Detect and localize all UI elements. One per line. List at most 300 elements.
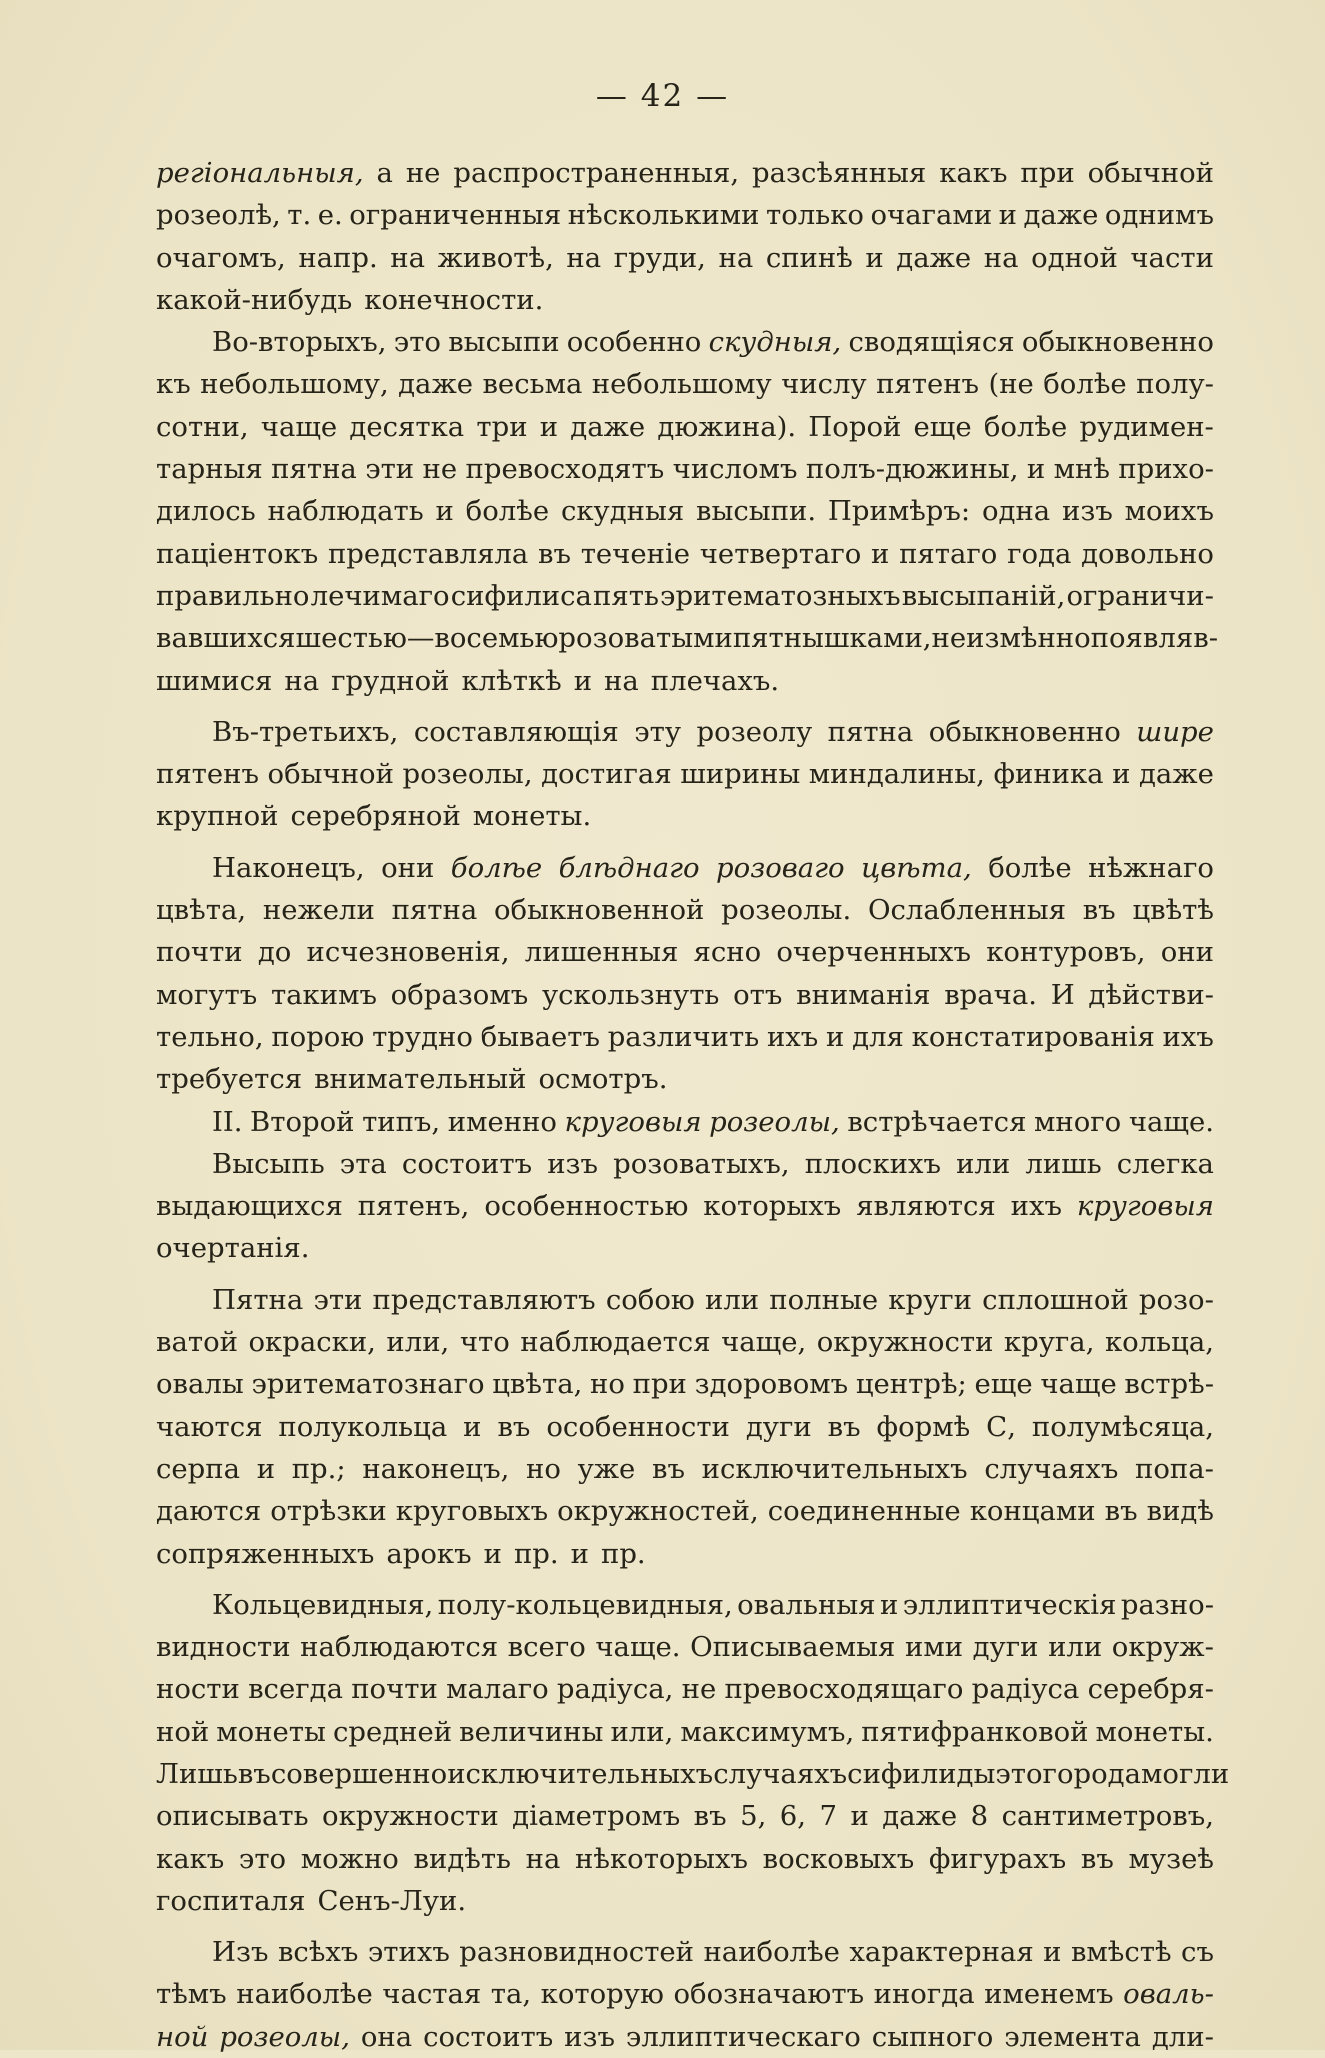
text-line: [156, 490, 1214, 532]
word: она: [360, 2020, 413, 2053]
word: и: [1026, 453, 1046, 486]
word: соединенные: [767, 1495, 961, 1528]
text-line: [156, 974, 1214, 1016]
word: овалы: [156, 1368, 244, 1401]
text-line: [156, 1838, 1214, 1880]
word: тельно,: [156, 1020, 264, 1053]
word: чаще: [260, 410, 338, 443]
word: Изъ: [212, 1936, 269, 1969]
word: появляв-: [1090, 622, 1218, 655]
italic-word: скудныя,: [708, 326, 842, 359]
word: сплошной: [982, 1283, 1129, 1316]
word: пять: [593, 579, 659, 612]
text-line: [156, 753, 1214, 795]
word: рода: [1073, 1757, 1142, 1790]
word: чаще,: [721, 1326, 807, 1359]
word: встрѣ-: [1124, 1368, 1214, 1401]
word: чаще: [1040, 1368, 1117, 1401]
word: они: [1160, 936, 1214, 969]
word: видности: [156, 1631, 291, 1664]
word: груди,: [613, 241, 706, 274]
word: этихъ: [367, 1936, 450, 1969]
word: или: [1048, 1631, 1103, 1664]
word: числу: [781, 368, 867, 401]
word: Ослабленныя: [867, 894, 1066, 927]
text-line: [156, 1185, 1214, 1227]
text-line: [156, 1101, 1214, 1143]
word: для: [852, 1020, 904, 1053]
word: этого: [995, 1757, 1074, 1790]
word: полу-кольцевидныя,: [437, 1588, 733, 1621]
word: обозначаютъ: [673, 1978, 865, 2011]
word: розеолы.: [721, 894, 852, 927]
word: и: [539, 410, 559, 443]
word: части: [1130, 241, 1214, 274]
text-line: [156, 279, 1214, 321]
word: исключительныхъ: [701, 1452, 968, 1485]
word: небольшому,: [200, 368, 389, 401]
word: ной: [156, 1715, 210, 1748]
word: на: [525, 1842, 561, 1875]
word: представляютъ: [372, 1283, 596, 1316]
word: высыпи: [448, 326, 560, 359]
word: такимъ: [270, 978, 377, 1011]
word: эритематозныхъ: [660, 579, 901, 612]
word: еще: [974, 1368, 1033, 1401]
text-line: [156, 931, 1214, 973]
word: именно: [447, 1105, 557, 1138]
word: при: [632, 1368, 687, 1401]
word: наиболѣе: [703, 1936, 840, 1969]
word: эллиптическаго: [625, 2020, 861, 2053]
word: это: [238, 1842, 287, 1875]
word: восковыхъ: [762, 1842, 915, 1875]
word: пятенъ: [156, 758, 259, 791]
word: розеолы,: [402, 758, 533, 791]
word: въ: [827, 1410, 861, 1443]
word: что: [459, 1326, 510, 1359]
word: нѣсколькими: [567, 199, 760, 232]
word: чаще.: [595, 1631, 681, 1664]
word: или: [956, 1147, 1011, 1180]
word: въ: [1080, 1842, 1114, 1875]
text-line: [156, 1279, 1214, 1321]
word: овальныя: [737, 1588, 876, 1621]
word: изъ: [1062, 495, 1113, 528]
word: цвѣта,: [492, 1368, 583, 1401]
word: окружности: [322, 1800, 499, 1833]
text-line: [156, 448, 1214, 490]
word: совершенно: [270, 1757, 448, 1790]
text-line: [156, 847, 1214, 889]
word: бываетъ: [480, 1020, 600, 1053]
word: лишь: [1025, 1147, 1102, 1180]
word: скудныя: [560, 495, 685, 528]
word: болѣе: [465, 495, 550, 528]
word: Порой: [808, 410, 902, 443]
word: въ: [237, 1757, 271, 1790]
word: концами: [969, 1495, 1096, 1528]
italic-word: круговыя: [564, 1105, 702, 1138]
word: пятнышками,: [732, 622, 932, 655]
word: паціентокъ: [156, 537, 319, 570]
word: однимъ: [1104, 199, 1214, 232]
text-line: [156, 795, 1214, 837]
word: даже: [882, 1800, 958, 1833]
word: нѣжнаго: [1088, 851, 1214, 884]
word: особенностью: [484, 1190, 689, 1223]
word: и: [1043, 1936, 1062, 1969]
word: радіуса: [971, 1673, 1080, 1706]
word: и: [570, 1537, 589, 1570]
word: типъ,: [362, 1105, 441, 1138]
word: цвѣтѣ: [1132, 894, 1214, 927]
text-line: [156, 363, 1214, 405]
word: изъ: [564, 2020, 615, 2053]
word: образомъ: [390, 978, 529, 1011]
word: Высыпь: [212, 1147, 325, 1180]
italic-word: шире: [1136, 715, 1214, 748]
word: въ: [497, 1410, 531, 1443]
word: отъ: [733, 978, 783, 1011]
word: пятна: [271, 453, 357, 486]
word: не: [681, 1673, 717, 1706]
word: діаметромъ: [512, 1800, 681, 1833]
word: даже: [1023, 199, 1099, 232]
word: и: [865, 241, 884, 274]
word: довольно: [1081, 537, 1214, 570]
word: радіуса,: [556, 1673, 674, 1706]
word: исключительныхъ: [447, 1757, 714, 1790]
text-line: [156, 1448, 1214, 1490]
word: окруж-: [1111, 1631, 1214, 1664]
text-line: [156, 660, 1214, 702]
word: болѣе: [988, 851, 1072, 884]
word: только: [766, 199, 864, 232]
word: монеты.: [472, 800, 592, 833]
word: обычной: [267, 758, 394, 791]
word: максимумъ,: [680, 1715, 855, 1748]
word: нѣкоторыхъ: [575, 1842, 748, 1875]
word: именемъ: [984, 1978, 1114, 2011]
word: полукольца: [278, 1410, 448, 1443]
word: пр.: [601, 1537, 646, 1570]
word: на: [566, 241, 602, 274]
word: которыхъ: [703, 1190, 842, 1223]
word: къ: [156, 368, 191, 401]
word: обыкновенно: [1021, 326, 1214, 359]
word: очертанія.: [156, 1232, 310, 1265]
word: фигурахъ: [928, 1842, 1067, 1875]
word: высыпаній,: [901, 579, 1066, 612]
word: эти: [365, 453, 415, 486]
word: иногда: [873, 1978, 975, 2011]
text-line: [156, 1406, 1214, 1448]
word: а: [376, 157, 393, 189]
word: арокъ: [386, 1537, 472, 1570]
word: сводящіяся: [848, 326, 1015, 359]
text-line: [156, 533, 1214, 575]
word: много: [1034, 1105, 1122, 1138]
word: эритематознаго: [251, 1368, 485, 1401]
word: и: [826, 1020, 845, 1053]
word: всѣхъ: [277, 1936, 359, 1969]
word: даже: [896, 241, 972, 274]
word: миндалины,: [808, 758, 985, 791]
word: музеѣ: [1128, 1842, 1214, 1875]
word: пятна: [391, 894, 478, 927]
word: на: [284, 664, 320, 697]
word: нежели: [262, 894, 375, 927]
word: розоватыхъ,: [613, 1147, 790, 1180]
word: плоскихъ: [804, 1147, 941, 1180]
word: лишенныя: [524, 936, 679, 969]
word: С,: [986, 1410, 1016, 1443]
word: монеты.: [1095, 1715, 1214, 1748]
word: дуги: [745, 1410, 812, 1443]
word: Наконецъ,: [212, 851, 365, 884]
word: вниманія: [796, 978, 931, 1011]
word: внимательный: [314, 1063, 527, 1096]
text-line: [156, 1626, 1214, 1668]
text-line: [156, 1753, 1230, 1795]
word: ширины: [680, 758, 801, 791]
word: дуги: [972, 1631, 1039, 1664]
word: и: [850, 1800, 869, 1833]
text-line: [156, 617, 1218, 659]
word: чаются: [156, 1410, 263, 1443]
word: сифилиса: [450, 579, 592, 612]
word: эти: [313, 1283, 363, 1316]
word: порою: [271, 1020, 365, 1053]
word: Сенъ-Луи.: [317, 1884, 467, 1917]
word: или,: [386, 1326, 450, 1359]
word: здоровомъ: [694, 1368, 849, 1401]
word: на: [718, 241, 754, 274]
text-line: [156, 1363, 1214, 1405]
word: ускользнуть: [541, 978, 720, 1011]
word: десятка: [349, 410, 465, 443]
text-line: [156, 237, 1214, 279]
word: сифилиды: [847, 1757, 996, 1790]
word: распространенныя,: [453, 157, 740, 189]
italic-word: круговыя: [1076, 1190, 1214, 1223]
word: даже: [1138, 758, 1214, 791]
word: состоитъ: [401, 1147, 533, 1180]
word: представляла: [327, 537, 529, 570]
text-line: [156, 152, 1214, 194]
word: при: [1020, 157, 1075, 189]
word: наблюдаются: [300, 1631, 499, 1664]
word: полумѣсяца,: [1031, 1410, 1214, 1443]
word: сотни,: [156, 410, 249, 443]
word: ихъ: [766, 1020, 819, 1053]
word: одной: [1031, 241, 1118, 274]
word: прихо-: [1118, 453, 1214, 486]
text-line: [156, 194, 1214, 236]
word: на: [604, 664, 639, 697]
word: монеты: [216, 1715, 326, 1748]
word: малаго: [446, 1673, 549, 1706]
word: пятенъ,: [357, 1190, 470, 1223]
word: пятенъ: [876, 368, 980, 401]
word: Въ-третьихъ,: [212, 715, 399, 748]
text-line: [156, 1490, 1214, 1532]
word: серпа: [156, 1452, 241, 1485]
word: розоватыми: [558, 622, 733, 655]
text-line: [156, 406, 1214, 448]
word: особенности: [546, 1410, 730, 1443]
word: дюжина).: [657, 410, 797, 443]
word: пятна: [827, 715, 914, 748]
word: моихъ: [1124, 495, 1214, 528]
word: всего: [507, 1631, 586, 1664]
word: требуется: [156, 1063, 303, 1096]
word: или: [704, 1283, 760, 1316]
word: выдающихся: [156, 1190, 343, 1223]
word: величины: [459, 1715, 604, 1748]
word: очерченныхъ: [776, 936, 971, 969]
word: но: [526, 1452, 561, 1485]
word: три: [476, 410, 528, 443]
word: изъ: [547, 1147, 599, 1180]
word: могутъ: [156, 978, 258, 1011]
word: 7: [819, 1800, 837, 1833]
word: очагами: [870, 199, 993, 232]
text-line: [156, 1321, 1214, 1363]
word: трудно: [372, 1020, 473, 1053]
italic-word: розеолы,: [709, 1105, 840, 1138]
word: почти: [156, 936, 243, 969]
word: е.: [317, 199, 343, 232]
text-line: [156, 1058, 1214, 1100]
word: наиболѣе: [236, 1978, 373, 2011]
word: собою: [605, 1283, 695, 1316]
word: ихъ: [1010, 1190, 1062, 1223]
word: даются: [156, 1495, 262, 1528]
word: пятифранковой: [861, 1715, 1089, 1748]
text-line: [156, 575, 1214, 617]
word: встрѣчается: [847, 1105, 1027, 1138]
word: сантиметровъ,: [1001, 1800, 1214, 1833]
word: Во-вторыхъ,: [212, 326, 387, 359]
italic-word: розеолы,: [219, 2020, 350, 2053]
word: составляющія: [413, 715, 619, 748]
word: уже: [577, 1452, 636, 1485]
word: (не: [988, 368, 1034, 401]
word: полные: [769, 1283, 879, 1316]
word: отрѣзки: [270, 1495, 387, 1528]
word: въ: [1082, 894, 1116, 927]
word: очагомъ,: [156, 241, 286, 274]
word: ясно: [693, 936, 762, 969]
word: описывать: [156, 1800, 309, 1833]
text-line: [156, 1668, 1214, 1710]
word: констатированія: [911, 1020, 1155, 1053]
text-line: [156, 2016, 1214, 2058]
word: сыпного: [871, 2020, 994, 2053]
word: животѣ,: [437, 241, 554, 274]
word: и: [256, 1452, 276, 1485]
word: формѣ: [876, 1410, 971, 1443]
word: на: [983, 241, 1019, 274]
word: исчезновенія,: [306, 936, 510, 969]
word: на: [390, 241, 426, 274]
word: видѣть: [413, 1842, 512, 1875]
text-line: [156, 711, 1214, 753]
word: ограниченныя: [349, 199, 562, 232]
word: можно: [300, 1842, 399, 1875]
word: Кольцевидныя,: [212, 1588, 434, 1621]
text-line: [156, 1880, 1214, 1922]
word: спинѣ: [765, 241, 853, 274]
word: окраски,: [248, 1326, 376, 1359]
word: розеолѣ,: [156, 199, 281, 232]
word: Примѣръ:: [827, 495, 971, 528]
word: и: [1112, 758, 1131, 791]
word: круга,: [1003, 1326, 1095, 1359]
text-line: [156, 1584, 1214, 1626]
word: обыкновенно: [928, 715, 1121, 748]
word: характерная: [849, 1936, 1034, 1969]
word: эта: [339, 1147, 387, 1180]
italic-word: регіональныя,: [156, 157, 364, 189]
word: какъ: [156, 1842, 225, 1875]
word: случаяхъ: [984, 1452, 1119, 1485]
word: финика: [993, 758, 1104, 791]
word: видѣ: [1146, 1495, 1214, 1528]
word: могли: [1141, 1757, 1230, 1790]
word: частая: [382, 1978, 482, 2011]
page-number: — 42 —: [595, 78, 730, 114]
word: какой-нибудь: [156, 283, 353, 316]
word: врача.: [944, 978, 1038, 1011]
italic-word: болѣе: [450, 851, 543, 884]
word: ватой: [156, 1326, 238, 1359]
word: въ: [1104, 1495, 1138, 1528]
word: центрѣ;: [855, 1368, 967, 1401]
word: та,: [490, 1978, 532, 2011]
text-line: [156, 889, 1214, 931]
word: Пятна: [212, 1283, 304, 1316]
word: ими: [904, 1631, 964, 1664]
word: окружностей,: [557, 1495, 759, 1528]
word: госпиталя: [156, 1884, 306, 1917]
italic-word: оваль-: [1123, 1978, 1214, 2011]
word: рудимен-: [1079, 410, 1214, 443]
word: высыпи.: [696, 495, 817, 528]
text-line: [156, 321, 1214, 363]
text-line: [156, 1931, 1214, 1973]
word: грудной: [331, 664, 450, 697]
body-text: [156, 152, 1230, 2058]
italic-word: блѣднаго: [558, 851, 700, 884]
word: полъ-дюжины,: [805, 453, 1019, 486]
word: шестью—восемью: [295, 622, 559, 655]
word: серебряной: [290, 800, 461, 833]
word: разсѣянныя: [752, 157, 927, 189]
word: неизмѣнно: [931, 622, 1091, 655]
word: и: [871, 537, 890, 570]
word: и: [573, 664, 593, 697]
word: дѣйстви-: [1088, 978, 1214, 1011]
word: клѣткѣ: [461, 664, 562, 697]
word: и: [463, 1410, 482, 1443]
word: случаяхъ: [713, 1757, 848, 1790]
word: года: [1007, 537, 1072, 570]
word: и: [998, 199, 1017, 232]
word: болѣе: [1043, 368, 1127, 401]
